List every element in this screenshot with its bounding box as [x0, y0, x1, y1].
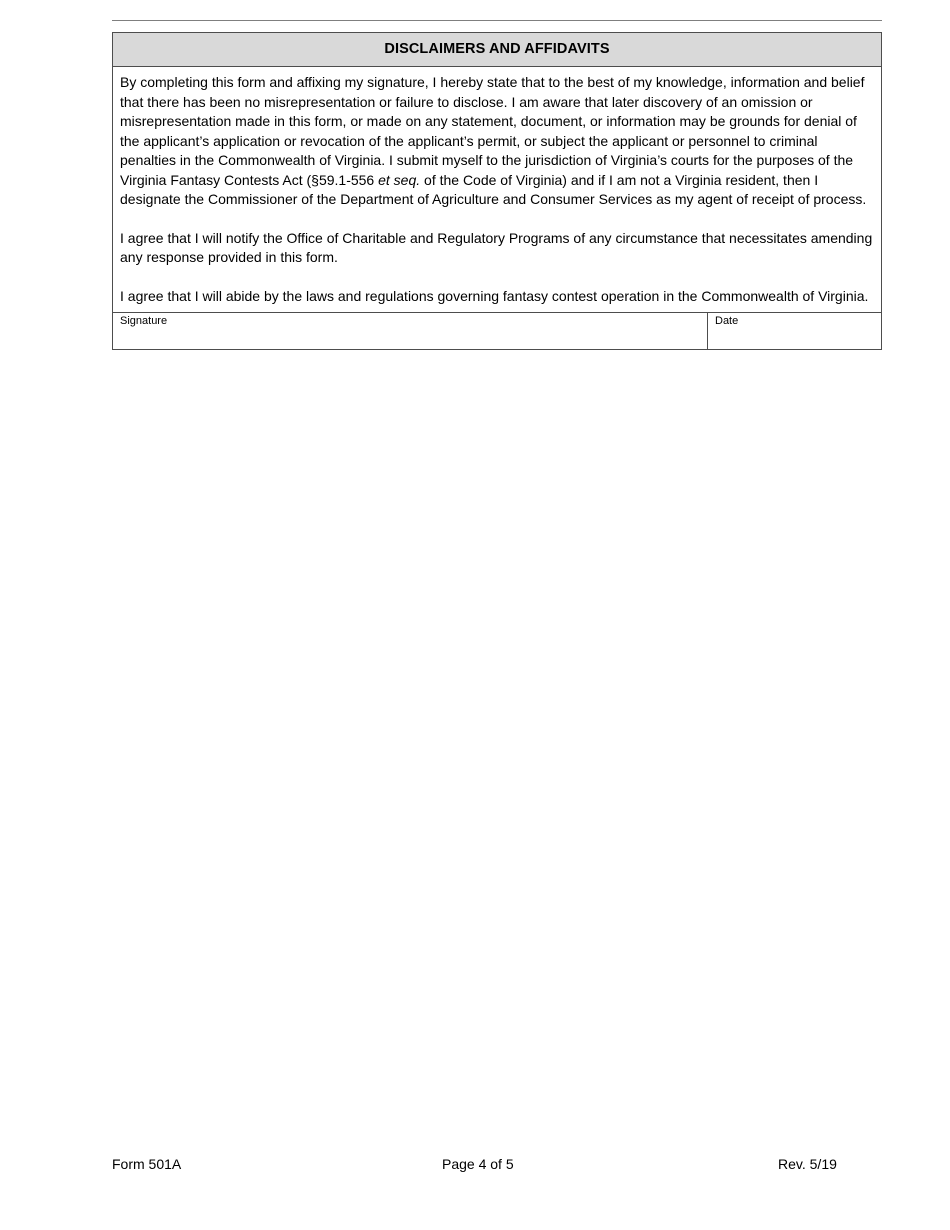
header-divider: [112, 20, 882, 21]
affidavit-paragraph-1-text-b: of the Code of Virginia) and if I am not a Virginia resident, then I designate the Commissioner of the Department of Agriculture and Consumer Services as my agent of receipt of process.: [120, 171, 867, 207]
date-label: Date: [715, 315, 739, 327]
section-title: DISCLAIMERS AND AFFIDAVITS: [113, 33, 881, 67]
affidavit-paragraph-2: I agree that I will notify the Office of Charitable and Regulatory Programs of any circumstance that necessitates amending any response provided in this form.: [120, 229, 873, 265]
disclaimers-section: [112, 32, 882, 350]
footer-page-number: Page 4 of 5: [442, 1156, 514, 1172]
signature-label: Signature: [120, 315, 168, 327]
footer-form-number: Form 501A: [112, 1156, 182, 1172]
footer-revision: Rev. 5/19: [778, 1156, 837, 1172]
signature-field[interactable]: [113, 313, 708, 349]
affidavit-text: [113, 67, 881, 312]
date-field[interactable]: [708, 313, 881, 349]
affidavit-paragraph-1-text-a: By completing this form and affixing my signature, I hereby state that to the best of my knowledge, information and belief that there has been no misrepresentation or failure to disclose. I am aware that later discovery of an omission or misrepresentation made in this form, or made on any statement, document, or information may be grounds for denial of the applicant’s application or revocation of the applicant’s permit, or subject the applicant or personnel to criminal penalties in the Commonwealth of Virginia. I submit myself to the jurisdiction of Virginia’s courts for the purposes of the Virginia Fantasy Contests Act (§59.1-556: [120, 74, 865, 188]
affidavit-paragraph-1: [120, 73, 874, 210]
affidavit-paragraph-3: I agree that I will abide by the laws and regulations governing fantasy contest operation in the Commonwealth of Virginia.: [120, 287, 869, 304]
affidavit-paragraph-1-italic: et seq.: [378, 171, 421, 188]
signature-row: [113, 312, 881, 349]
